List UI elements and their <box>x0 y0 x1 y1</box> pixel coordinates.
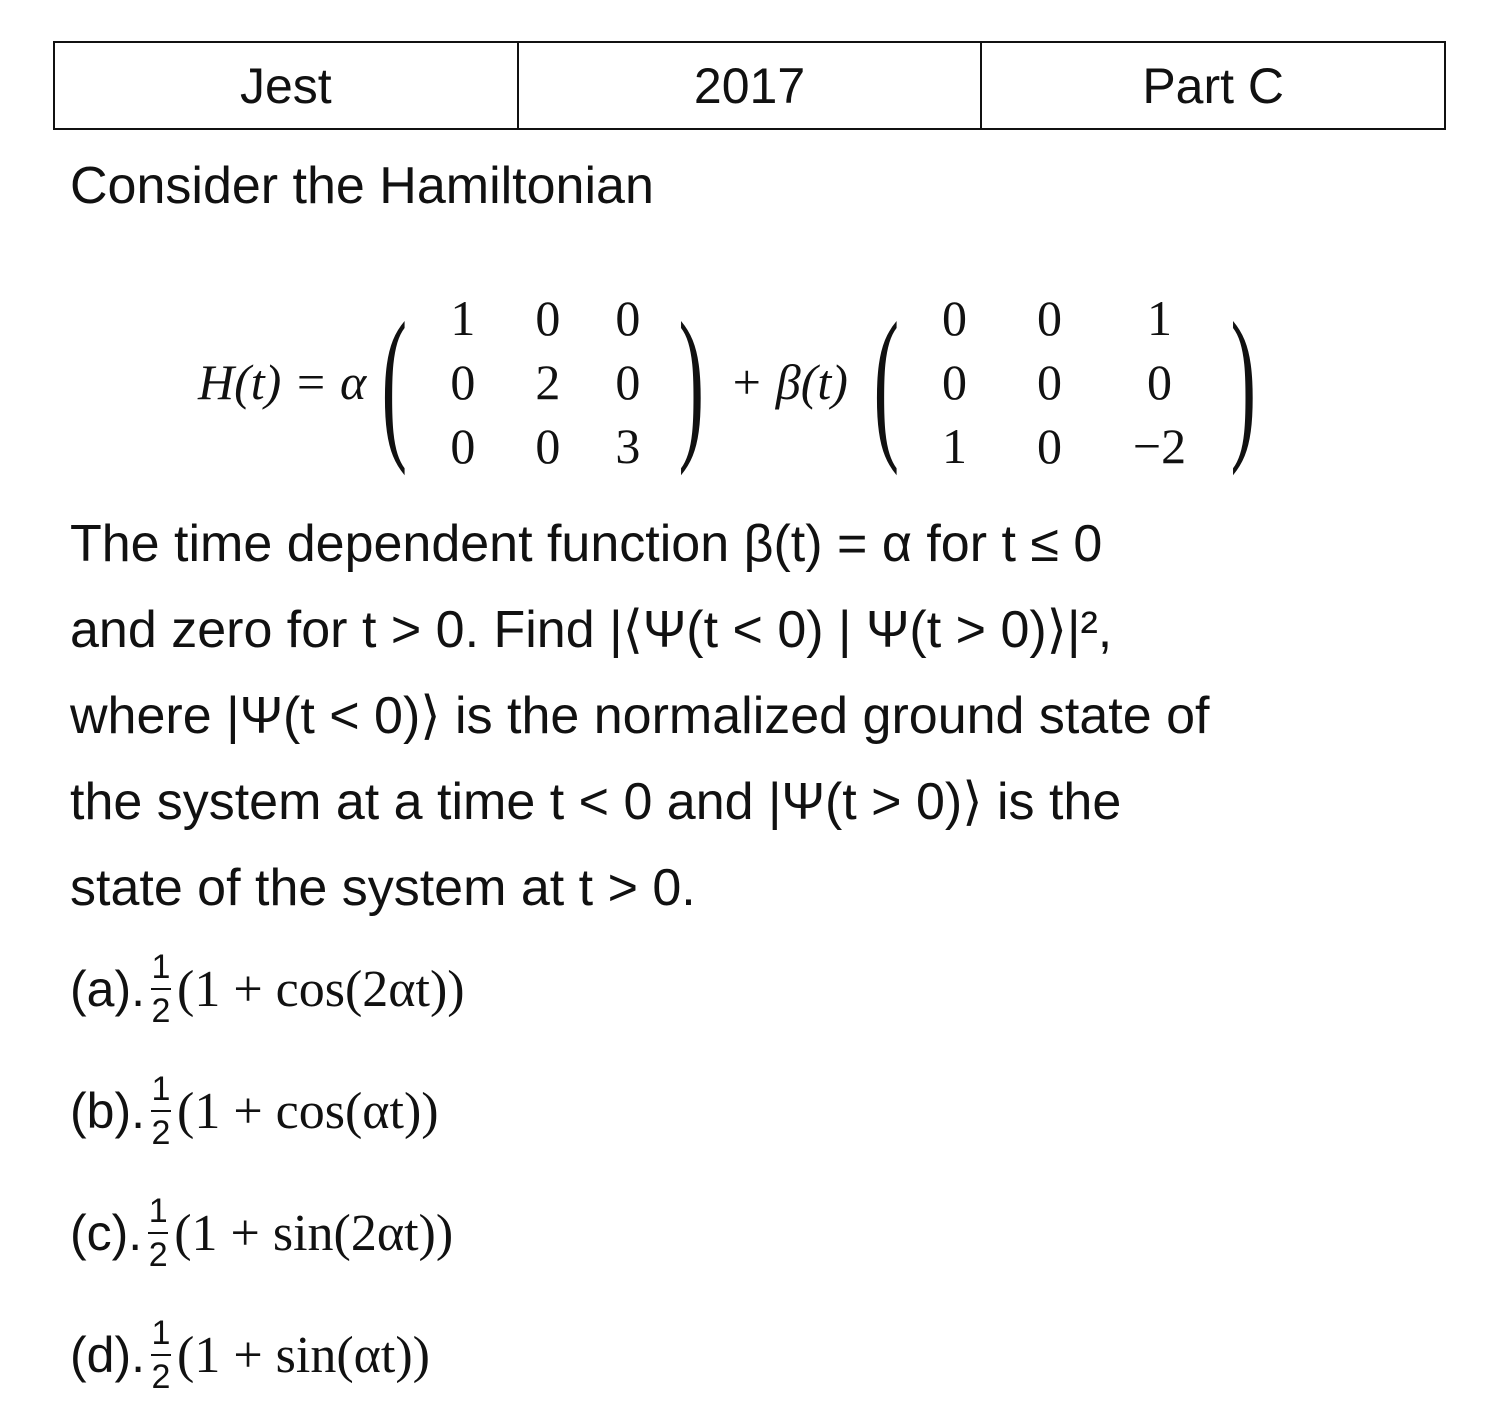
matrix-cell: 0 <box>942 290 968 346</box>
fraction <box>151 950 171 1028</box>
fraction-denominator: 2 <box>148 1236 168 1274</box>
fraction-bar <box>151 1354 171 1356</box>
option-c[interactable] <box>70 1194 453 1272</box>
fraction-denominator: 2 <box>151 1114 171 1152</box>
fraction <box>151 1316 171 1394</box>
equation-lhs: H(t) = α <box>198 354 367 410</box>
intro-text: Consider the Hamiltonian <box>70 157 654 215</box>
option-label: (d). <box>70 1327 145 1383</box>
question-line-1: The time dependent function β(t) = α for t ≤ 0 <box>70 515 1103 573</box>
right-paren: ) <box>678 288 704 476</box>
matrix-cell: 1 <box>942 418 968 474</box>
header-year: 2017 <box>519 43 983 128</box>
option-expression: (1 + cos(2αt)) <box>177 960 465 1018</box>
question-line-5: state of the system at t > 0. <box>70 859 696 917</box>
matrix-cell: 0 <box>942 354 968 410</box>
matrix-cell: 0 <box>535 418 561 474</box>
header-table <box>53 41 1446 130</box>
question-line-3: where |Ψ(t < 0)⟩ is the normalized ground state of <box>70 687 1210 745</box>
option-expression: (1 + sin(αt)) <box>177 1326 430 1384</box>
option-d[interactable] <box>70 1316 430 1394</box>
option-label: (a). <box>70 961 145 1017</box>
matrix-cell: 0 <box>450 354 476 410</box>
fraction-numerator: 1 <box>148 1192 168 1230</box>
header-part: Part C <box>1142 57 1285 114</box>
matrix-2 <box>858 288 1271 476</box>
matrix-cell: 0 <box>615 354 641 410</box>
fraction-denominator: 2 <box>151 1358 171 1396</box>
equation-plus-beta: + β(t) <box>729 354 848 410</box>
matrix-cell: 0 <box>615 290 641 346</box>
header-exam: Jest <box>55 43 519 128</box>
matrix-cell: −2 <box>1132 418 1187 474</box>
fraction <box>151 1072 171 1150</box>
matrix-cell: 0 <box>1147 354 1173 410</box>
matrix-1 <box>366 288 719 476</box>
matrix-cell: 0 <box>1037 290 1063 346</box>
left-paren: ( <box>381 288 408 476</box>
matrix-cell: 0 <box>1037 418 1063 474</box>
matrix-cell: 0 <box>450 418 476 474</box>
left-paren: ( <box>873 288 899 476</box>
option-a[interactable] <box>70 950 465 1028</box>
fraction-numerator: 1 <box>151 1314 171 1352</box>
option-expression: (1 + sin(2αt)) <box>174 1204 454 1262</box>
right-paren: ) <box>1230 288 1256 476</box>
option-label: (b). <box>70 1083 145 1139</box>
fraction-bar <box>151 1110 171 1112</box>
option-b[interactable] <box>70 1072 439 1150</box>
fraction-denominator: 2 <box>151 992 171 1030</box>
matrix-cell: 1 <box>450 290 476 346</box>
fraction-bar <box>148 1232 168 1234</box>
matrix-cell: 3 <box>615 418 641 474</box>
fraction-numerator: 1 <box>151 948 171 986</box>
matrix-cell: 0 <box>535 290 561 346</box>
option-label: (c). <box>70 1205 143 1261</box>
option-expression: (1 + cos(αt)) <box>177 1082 439 1140</box>
fraction-bar <box>151 988 171 990</box>
matrix-cell: 0 <box>1037 354 1063 410</box>
fraction <box>148 1194 168 1272</box>
matrix-cell: 2 <box>535 354 561 410</box>
hamiltonian-equation <box>198 282 1271 482</box>
matrix-cell: 1 <box>1147 290 1173 346</box>
matrix-1-grid <box>423 290 663 474</box>
question-line-2: and zero for t > 0. Find |⟨Ψ(t < 0) | Ψ(t > 0)⟩|², <box>70 601 1113 659</box>
question-line-4: the system at a time t < 0 and |Ψ(t > 0)⟩ is the <box>70 773 1122 831</box>
matrix-2-grid <box>915 290 1215 474</box>
fraction-numerator: 1 <box>151 1070 171 1108</box>
